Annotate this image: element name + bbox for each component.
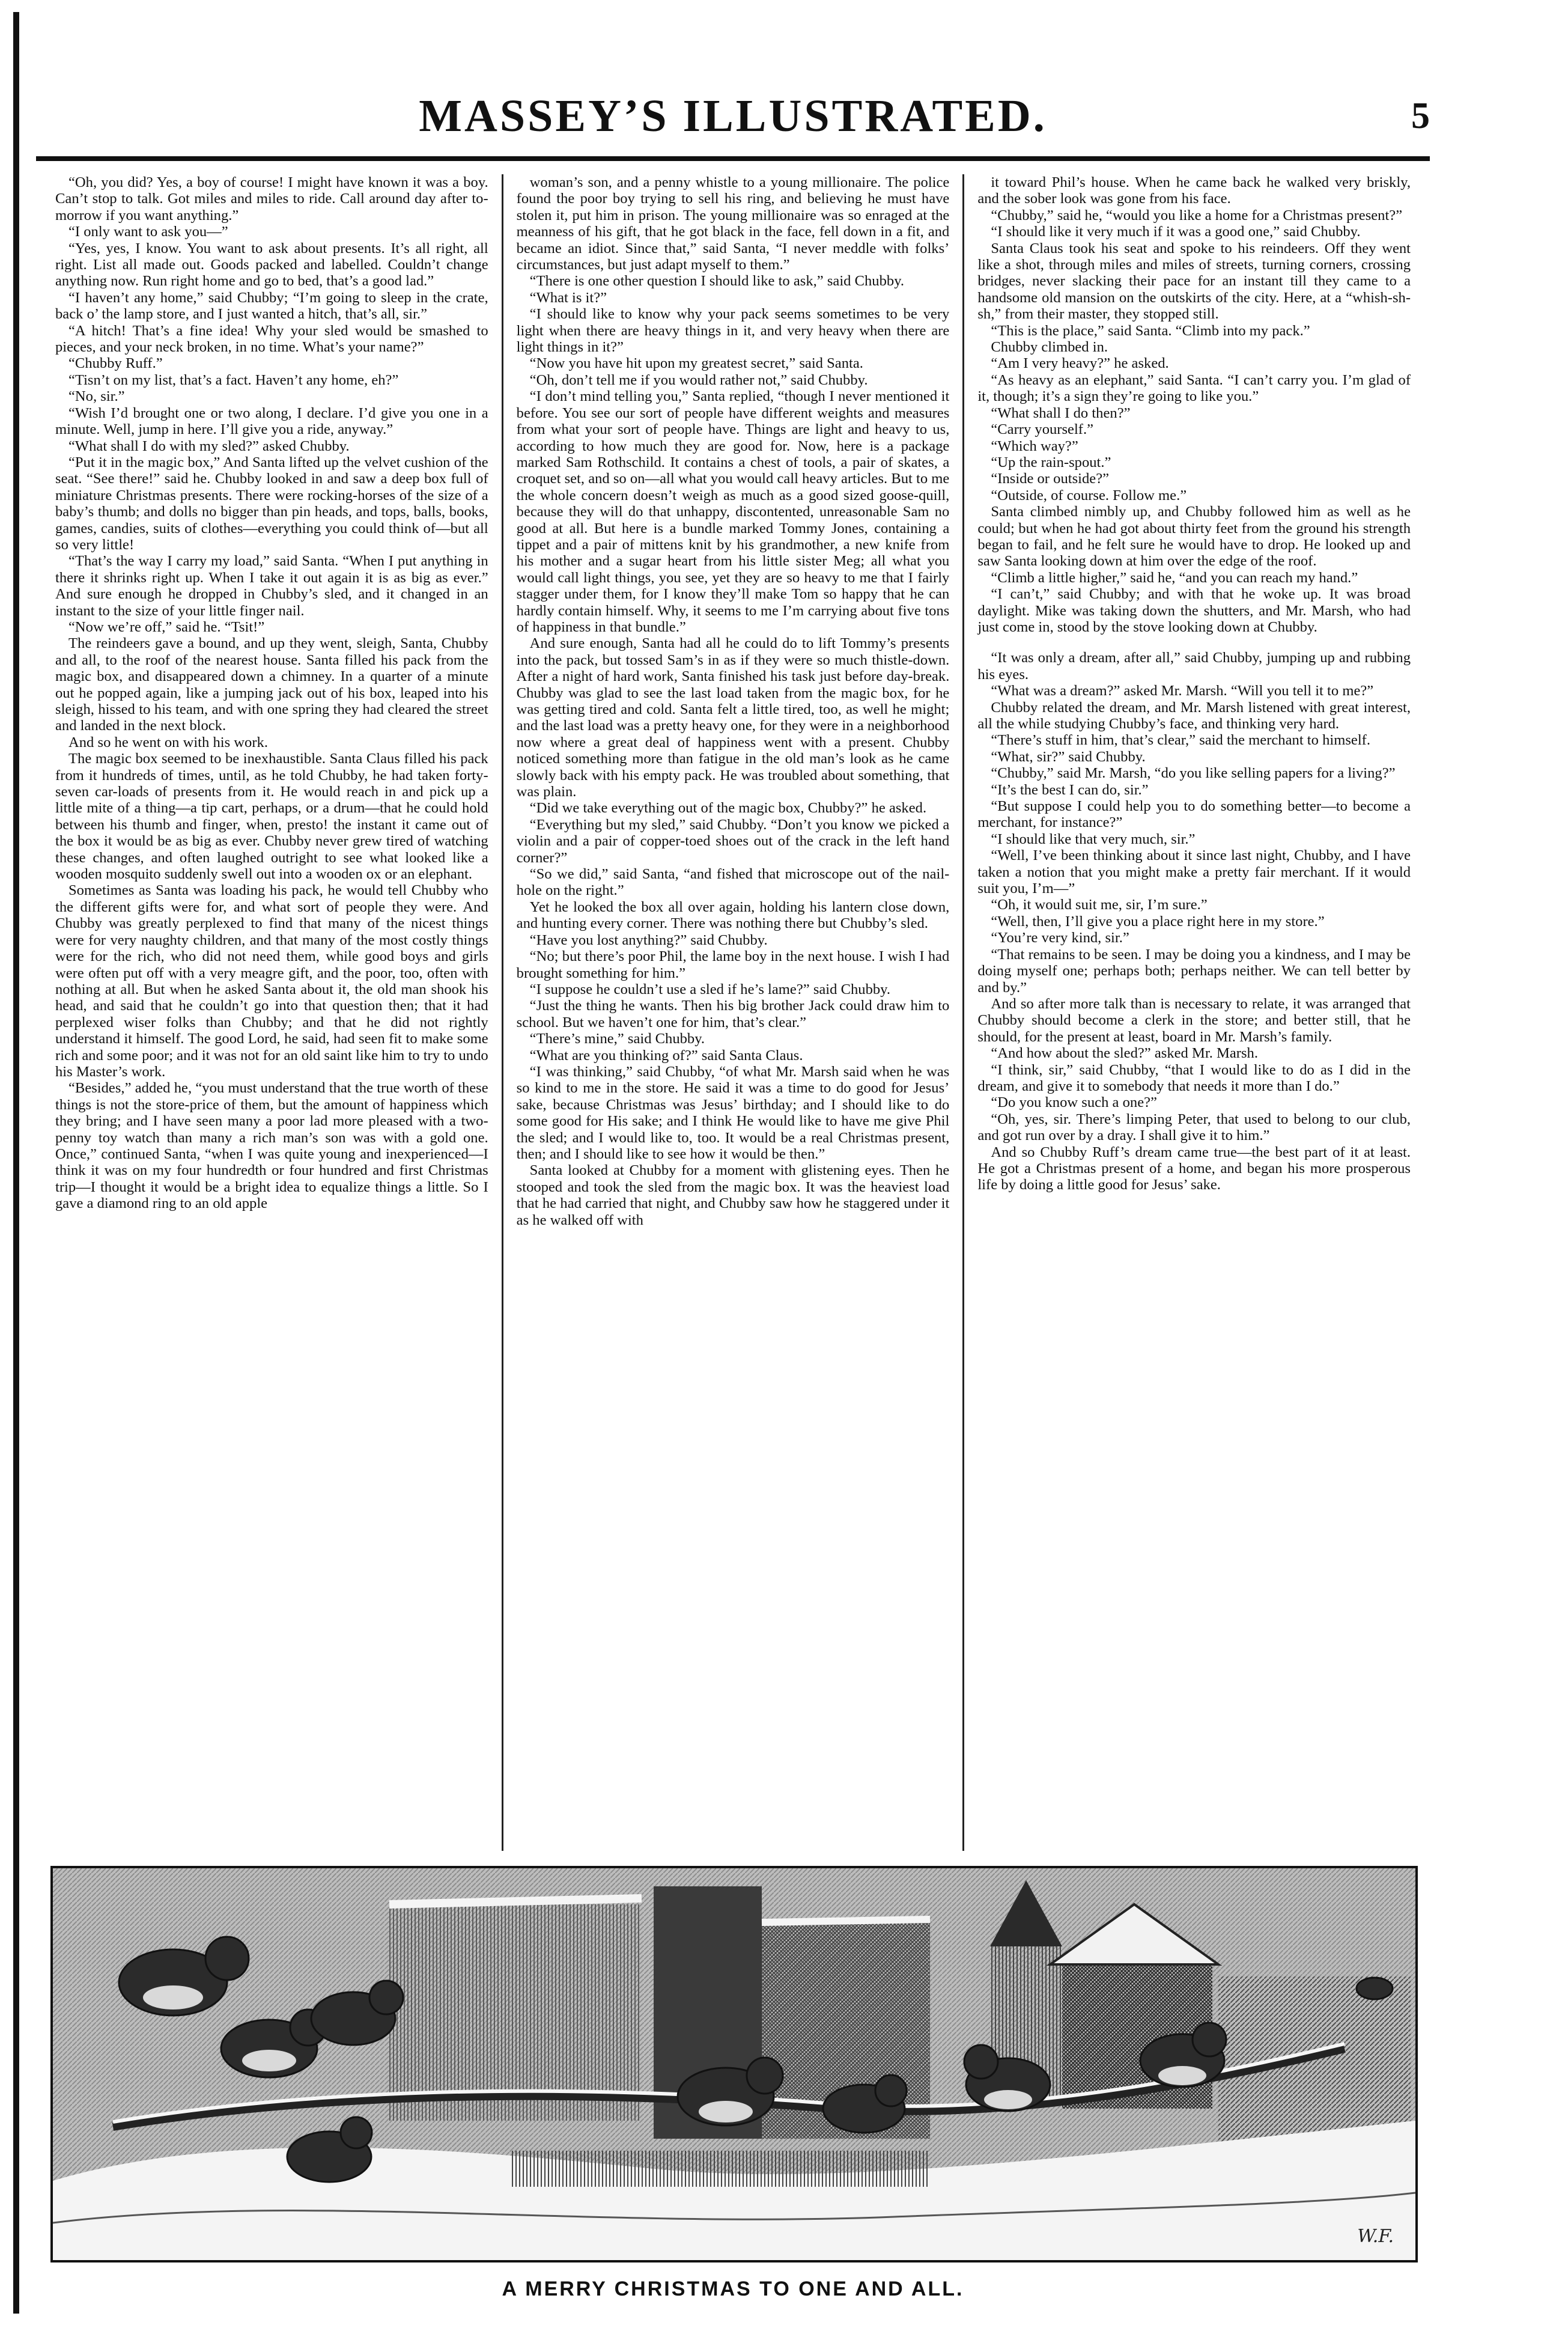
page-border-left: [13, 12, 19, 2314]
paragraph: And sure enough, Santa had all he could do to lift Tommy’s presents into the pack, but tossed Sam’s in as if they were so much thistle-down. After a night of hard work, Santa finished his task just before day-break. Chubby was glad to see the last load taken from the magic box, for he was getting tired and cold. Santa felt a little tired, too, as well he might; and the last load was a pretty heavy one, for they were in a neighborhood now where a great deal of happiness went with a present. Chubby noticed something more than fatigue in the old man’s look as he came slowly back with his empty pack. He was troubled about something, that was plain.: [516, 635, 950, 800]
paragraph: “Oh, don’t tell me if you would rather not,” said Chubby.: [529, 371, 868, 388]
paragraph: “There’s stuff in him, that’s clear,” said the merchant to himself.: [991, 732, 1370, 749]
paragraph: “Climb a little higher,” said he, “and you can reach my hand.”: [991, 569, 1358, 586]
paragraph: “Carry yourself.”: [991, 421, 1094, 438]
paragraph: “A hitch! That’s a fine idea! Why your sled would be smashed to pieces, and your neck broken, in no time. What’s your name?”: [55, 322, 488, 356]
paragraph: “Do you know such a one?”: [991, 1094, 1157, 1111]
paragraph: “Did we take everything out of the magic box, Chubby?” he asked.: [529, 800, 927, 817]
paragraph: “Have you lost anything?” said Chubby.: [529, 931, 768, 948]
paragraph: it toward Phil’s house. When he came back he walked very briskly, and the sober look was gone from his face.: [977, 174, 1411, 207]
paragraph: Santa climbed nimbly up, and Chubby followed him as well as he could; but when he had got about thirty feet from the ground his strength began to fail, and he felt sure he would have to drop. He looked up and saw Santa looking down at him over the edge of the roof.: [977, 504, 1411, 570]
article-columns: [42, 174, 1424, 1851]
paragraph-gap: [977, 635, 1411, 650]
paragraph: “Chubby,” said he, “would you like a home for a Christmas present?”: [991, 207, 1403, 224]
paragraph: “Just the thing he wants. Then his big brother Jack could draw him to school. But we haven’t one for him, that’s clear.”: [516, 998, 950, 1031]
paragraph: “That remains to be seen. I may be doing you a kindness, and I may be doing myself one; perhaps both; perhaps neither. We can tell better by and by.”: [977, 946, 1411, 996]
paragraph: “This is the place,” said Santa. “Climb into my pack.”: [991, 322, 1310, 339]
paragraph: “There’s mine,” said Chubby.: [529, 1031, 705, 1047]
paragraph: “I should like that very much, sir.”: [991, 830, 1196, 847]
paragraph: “I think, sir,” said Chubby, “that I would like to do as I did in the dream, and give it to somebody that needs it more than I do.”: [977, 1061, 1411, 1094]
paragraph: “As heavy as an elephant,” said Santa. “I can’t carry you. I’m glad of it, though; it’s a sign they’re going to like you.”: [977, 371, 1411, 405]
paragraph: Chubby related the dream, and Mr. Marsh listened with great interest, all the while studying Chubby’s face, and thinking very hard.: [977, 699, 1411, 732]
paragraph: “I only want to ask you—”: [68, 224, 228, 240]
paragraph: “I was thinking,” said Chubby, “of what Mr. Marsh said when he was so kind to me in the store. He said it was a time to do good for Jesus’ sake, because Christmas was Jesus’ birthday; and I should like to do some good for His sake; and I think He would like to have me give Phil the sled; and I would like to, too. It would be a real Christmas present, then; and I should like to see how it would be then.”: [516, 1063, 950, 1162]
masthead: MASSEY’S ILLUSTRATED.: [419, 91, 1047, 141]
paragraph: “Now you have hit upon my greatest secret,” said Santa.: [529, 355, 863, 372]
paragraph: “Yes, yes, I know. You want to ask about presents. It’s all right, all right. List all made out. Goods packed and labelled. Couldn’t change anything now. Run right home and go to bed, that’s a good lad.”: [55, 240, 488, 290]
paragraph: “I should like it very much if it was a good one,” said Chubby.: [991, 224, 1361, 240]
paragraph: “Am I very heavy?” he asked.: [991, 355, 1169, 372]
paragraph: “Oh, you did? Yes, a boy of course! I might have known it was a boy. Can’t stop to talk. Got miles and miles to ride. Call around day after to-morrow if you want anything.”: [55, 174, 488, 224]
paragraph: “It’s the best I can do, sir.”: [991, 781, 1149, 798]
paragraph: And so Chubby Ruff’s dream came true—the best part of it at least. He got a Christmas present of a home, and began his more prosperous life by doing a little good for Jesus’ sake.: [977, 1144, 1411, 1193]
paragraph: And so he went on with his work.: [68, 734, 268, 751]
paragraph: “Put it in the magic box,” And Santa lifted up the velvet cushion of the seat. “See there!” said he. Chubby looked in and saw a deep box full of miniature Christmas presents. There were rocking-horses of the size of a baby’s thumb; and dolls no bigger than pin heads, and tops, balls, books, games, candies, suits of clothes—everything you could think of—but all so very little!: [55, 454, 488, 553]
paragraph: “Chubby,” said Mr. Marsh, “do you like selling papers for a living?”: [991, 765, 1396, 782]
column-2: [502, 174, 963, 1851]
paragraph: “Now we’re off,” said he. “Tsit!”: [68, 618, 265, 635]
paragraph: “Well, I’ve been thinking about it since last night, Chubby, and I have taken a notion that you might make a pretty fair merchant. If it would suit you, I’m—”: [977, 847, 1411, 897]
paragraph: And so after more talk than is necessary to relate, it was arranged that Chubby should become a clerk in the store; and better still, that he should, for the present at least, board in Mr. Marsh’s family.: [977, 995, 1411, 1045]
paragraph: “Tisn’t on my list, that’s a fact. Haven’t any home, eh?”: [68, 371, 399, 388]
paragraph: “Wish I’d brought one or two along, I declare. I’d give you one in a minute. Well, jump in here. I’ll give you a ride, anyway.”: [55, 404, 488, 438]
paragraph: “What shall I do then?”: [991, 404, 1131, 421]
paragraph: The reindeers gave a bound, and up they went, sleigh, Santa, Chubby and all, to the roof of the nearest house. Santa filled his pack from the magic box, and disappeared down a chimney. In a quarter of a minute out he popped again, like a jumping jack out of his box, leaped into his sleigh, hissed to his team, and with one spring they had cleared the street and landed in the next block.: [55, 635, 488, 734]
header-rule: [36, 156, 1430, 161]
page-header: [36, 90, 1430, 156]
paragraph: “I should like to know why your pack seems sometimes to be very light when there are heavy things in it, and very heavy when there are light things in it?”: [516, 306, 950, 356]
paragraph: “Well, then, I’ll give you a place right here in my store.”: [991, 913, 1325, 930]
paragraph: Santa Claus took his seat and spoke to his reindeers. Off they went like a shot, through miles and miles of streets, turning corners, crossing bridges, never slacking their pace for an instant till they came to a handsome old mansion on the outskirts of the city. Here, at a “whish-sh-sh,” from their master, they stopped still.: [977, 240, 1411, 323]
paragraph: “What shall I do with my sled?” asked Chubby.: [68, 437, 350, 454]
paragraph: Sometimes as Santa was loading his pack, he would tell Chubby who the different gifts were for, and what sort of people they were. And Chubby was greatly perplexed to find that many of the nicest things were for very naughty children, and that many of the most costly things were for the rich, who did not need them, while good boys and girls were often put off with a very meagre gift, and the poor, too, often with nothing at all. But when he asked Santa about it, the old man shook his head, and said that he couldn’t go into that question then; that it had perplexed wiser folks than Chubby; and that he did not rightly understand it himself. The good Lord, he said, had seen fit to make some rich and some poor; and it was not for an old saint like him to try to undo his Master’s work.: [55, 882, 488, 1080]
paragraph: “Besides,” added he, “you must understand that the true worth of these things is not the store-price of them, but the amount of happiness which they bring; and I have seen many a poor lad more pleased with a two-penny toy watch than many a rich man’s son was with a gold one. Once,” continued Santa, “when I was quite young and inexperienced—I think it was on my four hundredth or four hundred and first Christmas trip—I thought it would be a bright idea to equalize things a little. So I gave a diamond ring to an old apple: [55, 1080, 488, 1212]
paragraph: “What was a dream?” asked Mr. Marsh. “Will you tell it to me?”: [991, 683, 1374, 699]
paragraph: “Oh, it would suit me, sir, I’m sure.”: [991, 897, 1208, 913]
illustration-caption: A MERRY CHRISTMAS TO ONE AND ALL.: [502, 2278, 964, 2300]
paragraph: “I haven’t any home,” said Chubby; “I’m going to sleep in the crate, back o’ the lamp store, and I just wanted a hitch, that’s all, sir.”: [55, 289, 488, 323]
paragraph: “What is it?”: [529, 289, 607, 306]
paragraph: “Oh, yes, sir. There’s limping Peter, that used to belong to our club, and got run over by a dray. I shall give it to him.”: [977, 1111, 1411, 1144]
paragraph: “But suppose I could help you to do something better—to become a merchant, for instance?”: [977, 798, 1411, 831]
paragraph: “That’s the way I carry my load,” said Santa. “When I put anything in there it shrinks right up. When I take it out again it is as big as ever.” And sure enough he dropped in Chubby’s sled, and it changed in an instant to the size of your little finger nail.: [55, 553, 488, 619]
paragraph: “I don’t mind telling you,” Santa replied, “though I never mentioned it before. You see our sort of people have different weights and measures from what your sort of people have. Things are light and heavy to us, according to how much they are good for. Now, here is a package marked Sam Rothschild. It contains a chest of tools, a pair of skates, a croquet set, and so on—all what you would call heavy articles. But to me the whole concern doesn’t weigh as much as a good sized goose-quill, because they will do that unhappy, discontented, unreasonable Sam no good at all. But here is a bundle marked Tommy Jones, containing a tippet and a pair of mittens knit by his grandmother, a new knife from his mother and a sugar heart from his little sister Meg; all what you would call light things, you see, yet they are so heavy to me that I fairly stagger under them, for I know they’ll make Tom so happy that he can hardly contain himself. Why, it seems to me I’m carrying about five tons of happiness in that bundle.”: [516, 388, 950, 635]
paragraph: Santa looked at Chubby for a moment with glistening eyes. Then he stooped and took the sled from the magic box. It was the heaviest load that he had carried that night, and Chubby saw how he staggered under it as he walked off with: [516, 1162, 950, 1228]
column-3: [962, 174, 1424, 1851]
paragraph: “It was only a dream, after all,” said Chubby, jumping up and rubbing his eyes.: [977, 650, 1411, 683]
paragraph: “What, sir?” said Chubby.: [991, 748, 1146, 765]
paragraph: Yet he looked the box all over again, holding his lantern close down, and hunting every corner. There was nothing there but Chubby’s sled.: [516, 898, 950, 932]
christmas-birds-illustration: [50, 1866, 1418, 2262]
paragraph: “Everything but my sled,” said Chubby. “Don’t you know we picked a violin and a pair of copper-toed shoes out of the crack in the left hand corner?”: [516, 816, 950, 866]
paragraph: “Outside, of course. Follow me.”: [991, 487, 1187, 504]
paragraph: “What are you thinking of?” said Santa Claus.: [529, 1047, 803, 1064]
engraving-scene: [53, 1868, 1415, 2260]
paragraph: “Inside or outside?”: [991, 471, 1110, 487]
page-number: 5: [1411, 96, 1430, 136]
paragraph: “I suppose he couldn’t use a sled if he’s lame?” said Chubby.: [529, 981, 891, 998]
paragraph: The magic box seemed to be inexhaustible. Santa Claus filled his pack from it hundreds of times, until, as he told Chubby, he had taken forty-seven car-loads of presents from it. He would reach in and pick up a little mite of a thing—a tip cart, perhaps, or a drum—that he could hold between his thumb and finger, when, presto! the instant it came out of the box it would be as big as ever. Chubby never grew tired of watching these changes, and often laughed outright to see what looked like a wooden mosquito suddenly swell out into a wooden ox or an elephant.: [55, 751, 488, 883]
paragraph: Chubby climbed in.: [991, 339, 1108, 356]
engraver-signature: W.F.: [1357, 2226, 1394, 2247]
paragraph: “Which way?”: [991, 437, 1078, 454]
paragraph: “I can’t,” said Chubby; and with that he woke up. It was broad daylight. Mike was taking down the shutters, and Mr. Marsh, who had just come in, stood by the stove looking down at Chubby.: [977, 586, 1411, 635]
column-1: [42, 174, 502, 1851]
paragraph: “And how about the sled?” asked Mr. Marsh.: [991, 1045, 1258, 1062]
paragraph: “No, sir.”: [68, 388, 125, 405]
paragraph: “So we did,” said Santa, “and fished that microscope out of the nail-hole on the right.”: [516, 866, 950, 899]
paragraph: “Up the rain-spout.”: [991, 454, 1111, 471]
paragraph: “There is one other question I should like to ask,” said Chubby.: [529, 273, 905, 290]
paragraph: “You’re very kind, sir.”: [991, 930, 1129, 946]
paragraph: “No; but there’s poor Phil, the lame boy in the next house. I wish I had brought something for him.”: [516, 948, 950, 981]
paragraph: “Chubby Ruff.”: [68, 355, 163, 372]
paragraph: woman’s son, and a penny whistle to a young millionaire. The police found the poor boy trying to sell his ring, and believing he must have stolen it, put him in prison. The young millionaire was so enraged at the meanness of his gift, that he got black in the face, fell down in a fit, and became an idiot. Since that,” said Santa, “I never meddle with folks’ circumstances, but just adapt myself to them.”: [516, 174, 950, 273]
